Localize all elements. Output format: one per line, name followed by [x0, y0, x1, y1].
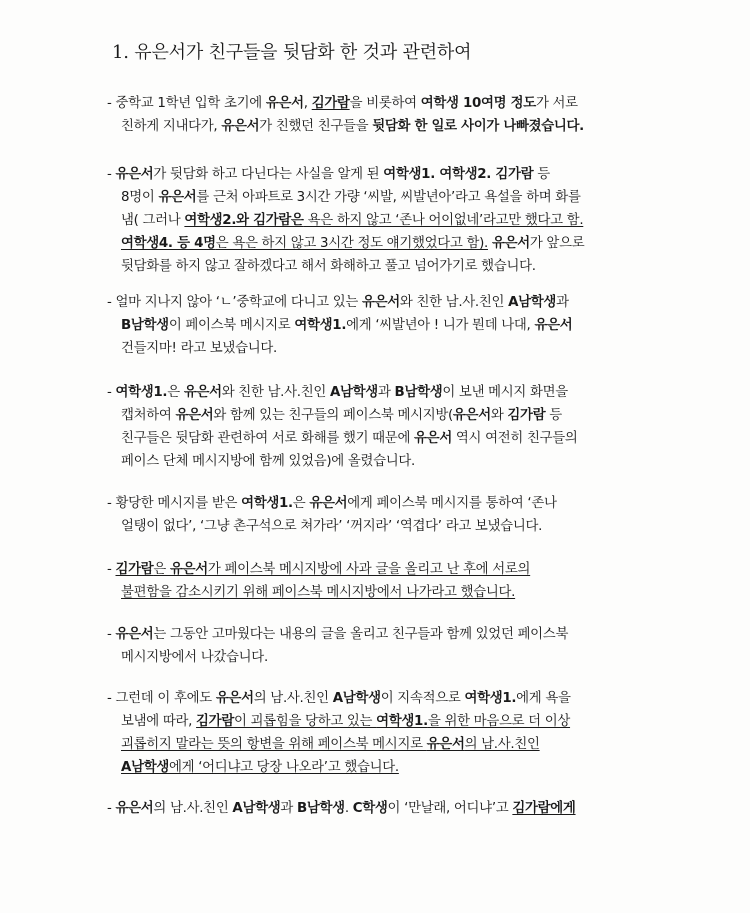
text-run: 등 — [545, 408, 562, 423]
text-run: 이 보낸 메시지 화면을 — [442, 385, 568, 400]
paragraph-line — [107, 163, 652, 186]
text-run: 가 페이스북 메시지방에 사과 글을 올리고 난 후에 서로의 — [207, 562, 531, 577]
text-run: 여학생2.와 김가람은 — [184, 213, 304, 228]
text-run: 냄( 그러나 — [121, 213, 185, 228]
paragraph-line — [107, 687, 652, 710]
text-run: 에게 욕을 — [516, 691, 571, 706]
text-run: 유은서 — [183, 385, 222, 400]
text-run: 여학생4. 등 4명 — [121, 236, 216, 251]
text-run: 유은서 — [361, 295, 400, 310]
text-run: 보냄에 따라, — [121, 714, 197, 729]
text-run: 이 ‘만날래, 어디냐’고 — [387, 801, 513, 816]
text-run: 김가람 — [311, 96, 350, 111]
paragraph-line — [107, 646, 652, 669]
text-run: 유은서 — [534, 318, 573, 333]
text-run: A남학생 — [332, 691, 381, 706]
text-run: 여학생1. — [115, 385, 168, 400]
text-run: 와 친한 남.사.친인 — [399, 295, 509, 310]
text-run: 여학생1. — [464, 691, 517, 706]
paragraph-line — [107, 581, 652, 604]
text-run: 이 괴롭힘을 당하고 있는 — [233, 714, 377, 729]
text-run: 여학생1. — [241, 496, 293, 511]
paragraph-line — [107, 427, 652, 450]
text-run: 는 그동안 고마웠다는 내용의 글을 올리고 친구들과 함께 있었던 페이스북 — [153, 627, 569, 642]
bullet-paragraph — [107, 163, 652, 278]
text-run: 불편함을 감소시키기 위해 페이스북 메시지방에서 나가라고 했습니다. — [121, 585, 516, 600]
text-run: 에게 ‘씨발년아 ! 니가 뭔데 나대, — [346, 318, 535, 333]
text-run: 가 뒷담화 하고 다닌다는 사실을 알게 된 — [153, 167, 384, 182]
text-run: 유은서 — [221, 119, 260, 134]
text-run: - — [107, 627, 116, 642]
text-run: 가 친했던 친구들을 — [259, 119, 373, 134]
text-run: A남학생 — [508, 295, 557, 310]
paragraph-line — [107, 756, 652, 779]
text-run: 과 — [280, 801, 297, 816]
text-run: 등 — [533, 167, 550, 182]
text-run: 유은서 — [215, 691, 254, 706]
text-run: 친구들은 뒷담화 관련하여 서로 화해를 했기 때문에 — [121, 431, 415, 446]
paragraph-line — [107, 733, 652, 756]
text-run: 과 — [377, 385, 395, 400]
paragraph-line — [107, 381, 652, 404]
text-run: - 얼마 지나지 않아 ‘ㄴ’중학교에 다니고 있는 — [107, 295, 362, 310]
text-run: 에게 페이스북 메시지를 통하여 ‘존나 — [347, 496, 557, 511]
text-run: 유은서 — [265, 96, 304, 111]
text-run: 역시 여전히 친구들의 — [451, 431, 578, 446]
paragraph-line — [107, 291, 652, 314]
text-run: 유은서 — [309, 496, 348, 511]
paragraph-line — [107, 186, 652, 209]
text-run: 은 — [167, 385, 184, 400]
text-run: 김가람에게 — [512, 801, 576, 816]
text-run: - — [107, 562, 116, 577]
text-run: 이 지속적으로 — [380, 691, 465, 706]
text-run: 뒷담화를 하지 않고 잘하겠다고 해서 화해하고 풀고 넘어가기로 했습니다. — [121, 259, 536, 274]
text-run: 은 — [153, 562, 170, 577]
text-run: 이 페이스북 메시지로 — [168, 318, 295, 333]
paragraph-line — [107, 710, 652, 733]
text-run: 여학생 10여명 정도 — [420, 96, 536, 111]
text-run: 에게 ‘어디냐고 당장 나오라’고 했습니다. — [168, 760, 399, 775]
text-run: 건들지마! 라고 보냈습니다. — [121, 341, 277, 356]
paragraph-line — [107, 492, 652, 515]
text-run: A남학생 — [329, 385, 378, 400]
text-run: . — [344, 801, 353, 816]
text-run: - 황당한 메시지를 받은 — [107, 496, 242, 511]
bullet-paragraph — [107, 623, 652, 669]
text-run: 와 친한 남.사.친인 — [221, 385, 330, 400]
text-run: 여학생1. 여학생2. 김가람 — [383, 167, 534, 182]
text-run: 가 서로 — [535, 96, 578, 111]
text-run: 를 근처 아파트로 3시간 가량 ‘씨발, 씨발년아’라고 욕설을 하며 화를 — [196, 190, 581, 205]
paragraph-line — [107, 314, 652, 337]
text-run: 의 남.사.친인 — [464, 737, 540, 752]
text-run: 여학생1. — [294, 318, 347, 333]
text-run: C학생 — [352, 801, 388, 816]
paragraph-line — [107, 450, 652, 473]
text-run: 유은서 — [115, 801, 154, 816]
paragraph-line — [107, 209, 652, 232]
paragraph-line — [107, 558, 652, 581]
text-run: 유은서 — [115, 627, 154, 642]
text-run: 페이스 단체 메시지방에 함께 있었음)에 올렸습니다. — [121, 454, 416, 469]
bullet-paragraph — [107, 291, 652, 360]
text-run: 김가람 — [115, 562, 154, 577]
text-run: 유은서 — [414, 431, 452, 446]
paragraph-line — [107, 515, 652, 538]
text-run: 의 남.사.친인 — [253, 691, 333, 706]
text-run: 괴롭히지 말라는 뜻의 항변을 위해 페이스북 메시지로 — [121, 737, 427, 752]
bullet-paragraph — [107, 558, 652, 604]
paragraph-line — [107, 92, 652, 115]
text-run: 유은서 — [175, 408, 214, 423]
text-run: 얼탱이 없다’, ‘그냥 촌구석으로 쳐가라’ ‘꺼지라’ ‘역겹다’ 라고 보냈습니다. — [121, 519, 543, 534]
text-run: 김가람 — [507, 408, 546, 423]
paragraph-line — [107, 623, 652, 646]
text-run: 김가람 — [196, 714, 234, 729]
bullet-paragraph — [107, 381, 652, 473]
text-run: 메시지방에서 나갔습니다. — [121, 650, 268, 665]
paragraph-line — [107, 232, 652, 255]
bullet-paragraph — [107, 492, 652, 538]
text-run: 와 — [490, 408, 508, 423]
text-run: - — [107, 801, 116, 816]
paragraph-line — [107, 797, 652, 820]
bullet-paragraph — [107, 797, 652, 820]
text-run: B남학생 — [121, 318, 169, 333]
paragraph-line — [107, 115, 652, 138]
text-run: A남학생 — [232, 801, 281, 816]
paragraph-line — [107, 337, 652, 360]
text-run: 과 — [556, 295, 569, 310]
text-run: 유은서 — [170, 562, 208, 577]
text-run: 8명이 — [121, 190, 159, 205]
text-run: 의 남.사.친인 — [153, 801, 233, 816]
bullet-paragraph — [107, 687, 652, 779]
section-heading: 1. 유은서가 친구들을 뒷담화 한 것과 관련하여 — [112, 42, 472, 63]
text-run: 유은서 — [452, 408, 491, 423]
text-run: 을 비롯하여 — [349, 96, 421, 111]
paragraph-line — [107, 404, 652, 427]
text-run: B남학생 — [394, 385, 443, 400]
text-run: - 중학교 1학년 입학 초기에 — [107, 96, 266, 111]
text-run: , — [303, 96, 312, 111]
text-run: - 그런데 이 후에도 — [107, 691, 216, 706]
text-run: 뒷담화 한 일로 사이가 나빠졌습니다. — [372, 119, 584, 134]
text-run: 유은서 — [491, 236, 530, 251]
text-run: 유은서 — [426, 737, 465, 752]
text-run: A남학생 — [121, 760, 169, 775]
text-run: B남학생 — [297, 801, 345, 816]
text-run: 을 위한 마음으로 더 이상 — [427, 714, 571, 729]
text-run: 가 앞으로 — [529, 236, 585, 251]
text-run: 유은서 — [115, 167, 154, 182]
bullet-paragraph — [107, 92, 652, 138]
text-run: - — [107, 167, 116, 182]
text-run: 유은서 — [158, 190, 197, 205]
text-run: 와 함께 있는 친구들의 페이스북 메시지방( — [213, 408, 453, 423]
text-run: 은 욕은 하지 않고 3시간 정도 얘기했었다고 함). — [215, 236, 488, 251]
paragraph-line — [107, 255, 652, 278]
text-run: 욕은 하지 않고 ‘존나 어이없네’라고만 했다고 함. — [303, 213, 584, 228]
text-run: 은 — [292, 496, 310, 511]
text-run: 친하게 지내다가, — [121, 119, 222, 134]
text-run: 여학생1. — [376, 714, 428, 729]
text-run: 캡처하여 — [121, 408, 176, 423]
text-run: - — [107, 385, 116, 400]
